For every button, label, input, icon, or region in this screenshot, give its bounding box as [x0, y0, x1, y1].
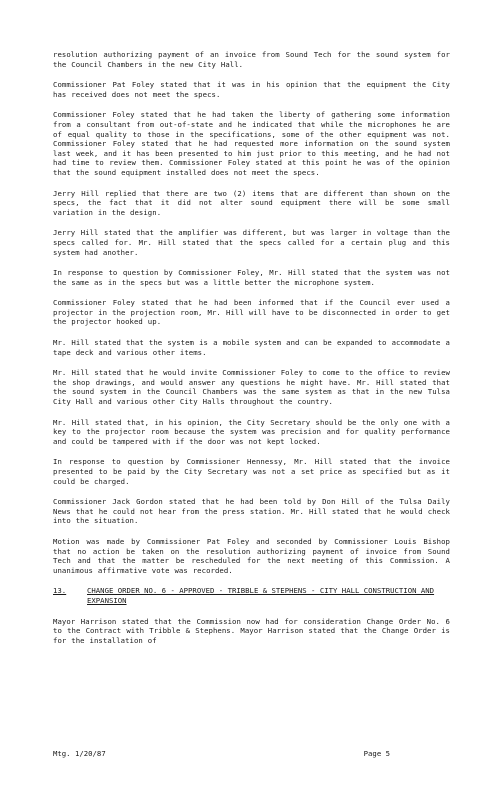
page-number: Page 5 [363, 749, 390, 758]
paragraph-8: Mr. Hill stated that the system is a mobile system and can be expanded to accommodate a tape deck and various other items. [53, 338, 450, 357]
paragraph-10: Mr. Hill stated that, in his opinion, the City Secretary should be the only one with a key to the projector room because the system was precision and for quality performance and could be tampered with if the door was not kept locked. [53, 417, 450, 446]
paragraph-2: Commissioner Pat Foley stated that it was in his opinion that the equipment the City has received does not meet the specs. [53, 80, 450, 99]
paragraph-4: Jerry Hill replied that there are two (2) items that are different than shown on the specs, the fact that it did not alter sound equipment there will be some small variation in the design. [53, 188, 450, 217]
paragraph-13: Motion was made by Commissioner Pat Foley and seconded by Commissioner Louis Bishop that no action be taken on the resolution authorizing payment of invoice from Sound Tech and that the matter be rescheduled for the next meeting of this Commission. A unanimous affirmative vote was recorded. [53, 536, 450, 575]
meeting-date: Mtg. 1/20/87 [53, 749, 106, 758]
closing-paragraph: Mayor Harrison stated that the Commission now had for consideration Change Order No. 6 to the Contract with Tribble & Stephens. Mayor Harrison stated that the Change Order is for the installation of [53, 616, 450, 645]
paragraph-3: Commissioner Foley stated that he had taken the liberty of gathering some information from a consultant from out-of-state and he indicated that while the microphones he are of equal quality to those in the specifications, some of the other equipment was not. Commissioner Foley stated that he had requested more information on the sound system last week, and it has been presented to him just prior to this meeting, and he had not had time to review them. Commissioner Foley stated at this point he was of the opinion that the sound equipment installed does not meet the specs. [53, 110, 450, 177]
paragraph-12: Commissioner Jack Gordon stated that he had been told by Don Hill of the Tulsa Daily News that he could not hear from the press station. Mr. Hill stated that he would check into the situation. [53, 497, 450, 526]
section-number: 13. [53, 586, 67, 596]
paragraph-1: resolution authorizing payment of an invoice from Sound Tech for the sound system for the Council Chambers in the new City Hall. [53, 50, 450, 69]
section-title: CHANGE ORDER NO. 6 - APPROVED - TRIBBLE & STEPHENS - CITY HALL CONSTRUCTION AND EXPANSION [87, 586, 435, 605]
paragraph-5: Jerry Hill stated that the amplifier was different, but was larger in voltage than the specs called for. Mr. Hill stated that the specs called for a certain plug and this system had another. [53, 228, 450, 257]
page-footer [53, 749, 450, 758]
paragraph-7: Commissioner Foley stated that he had been informed that if the Council ever used a projector in the projection room, Mr. Hill will have to be disconnected in order to get the projector hooked up. [53, 298, 450, 327]
paragraph-9: Mr. Hill stated that he would invite Commissioner Foley to come to the office to review the shop drawings, and would answer any questions he might have. Mr. Hill stated that the sound system in the Council Chambers was the same system as that in the new Tulsa City Hall and various other City Halls throughout the country. [53, 368, 450, 407]
section-heading [53, 586, 450, 605]
paragraph-6: In response to question by Commissioner Foley, Mr. Hill stated that the system was not the same as in the specs but was a little better the microphone system. [53, 268, 450, 287]
paragraph-11: In response to question by Commissioner Hennessy, Mr. Hill stated that the invoice presented to be paid by the City Secretary was not a set price as specified but as it could be charged. [53, 457, 450, 486]
